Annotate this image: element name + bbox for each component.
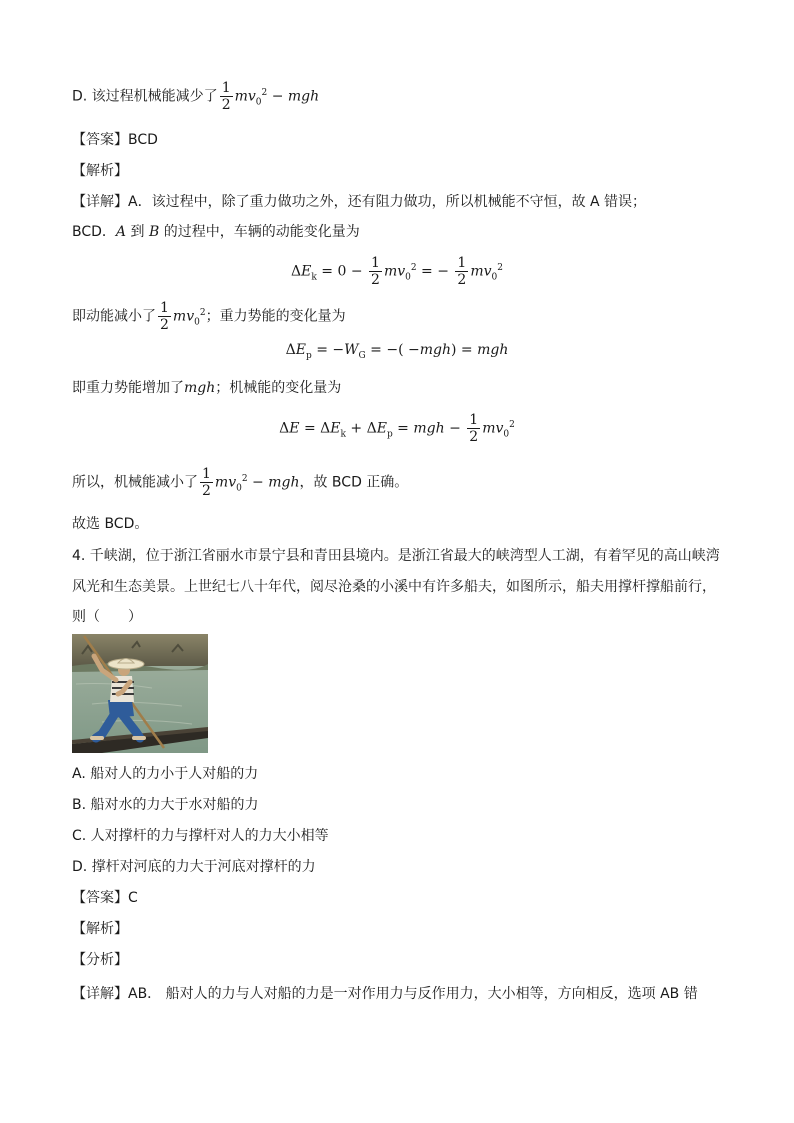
potential-increase-line: 即重力势能增加了mgh；机械能的变化量为 bbox=[72, 380, 342, 396]
prev-detail-a: 【详解】A．该过程中，除了重力做功之外，还有阻力做功，所以机械能不守恒，故 A 错误； bbox=[72, 194, 647, 210]
q4-stem-line3: 则（ ） bbox=[72, 609, 142, 625]
boatman-photo bbox=[72, 634, 208, 753]
kinetic-decrease-line: 即动能减小了 $\frac{1}{2}$ $mv_0^2$；重力势能的变化量为 bbox=[72, 300, 346, 333]
fraction-half: $\frac{1}{2}$ bbox=[221, 80, 231, 113]
q4-option-c: C. 人对撑杆的力与撑杆对人的力大小相等 bbox=[72, 828, 329, 844]
prev-choose: 故选 BCD。 bbox=[72, 516, 149, 532]
q4-analysis-label: 【解析】 bbox=[72, 921, 128, 937]
q4-stem-line2: 风光和生态美景。上世纪七八十年代，阅尽沧桑的小溪中有许多船夫，如图所示，船夫用撑杆撑船前行， bbox=[72, 579, 716, 595]
prev-analysis-label: 【解析】 bbox=[72, 163, 128, 179]
mechanical-decrease-line: 所以，机械能减小了 $\frac{1}{2}$ $mv_0^2$ − mgh，故 BCD 正确。 bbox=[72, 466, 409, 499]
q4-fenxi-label: 【分析】 bbox=[72, 952, 128, 968]
q4-stem-line1: 4. 千峡湖，位于浙江省丽水市景宁县和青田县境内。是浙江省最大的峡湾型人工湖，有着罕见的高山峡湾 bbox=[72, 548, 720, 564]
boatman-illustration bbox=[72, 634, 208, 753]
q4-option-b: B. 船对水的力大于水对船的力 bbox=[72, 797, 259, 813]
prev-detail-bcd: BCD．A 到 B 的过程中，车辆的动能变化量为 bbox=[72, 224, 360, 240]
equation-mechanical: $\Delta E = \Delta E_k + \Delta E_p$ = mgh − $\frac{1}{2}$ $mv_0^2$ bbox=[279, 412, 515, 445]
q4-option-d: D. 撑杆对河底的力大于河底对撑杆的力 bbox=[72, 859, 316, 875]
q4-detail: 【详解】AB． 船对人的力与人对船的力是一对作用力与反作用力，大小相等，方向相反，选项 AB 错 bbox=[72, 986, 698, 1002]
prev-answer: 【答案】BCD bbox=[72, 132, 158, 148]
q4-answer: 【答案】C bbox=[72, 890, 138, 906]
equation-potential: $\Delta E_p = -W_G$ = −( −mgh) = mgh bbox=[285, 342, 509, 361]
prev-option-d: D. 该过程机械能减少了 $\frac{1}{2}$ $mv_0^2$ − mgh bbox=[72, 80, 320, 113]
q4-option-a: A. 船对人的力小于人对船的力 bbox=[72, 766, 259, 782]
equation-kinetic: $\Delta E_k = 0$ − $\frac{1}{2}$ $mv_0^2$ = − $\frac{1}{2}$ $mv_0^2$ bbox=[291, 255, 503, 288]
